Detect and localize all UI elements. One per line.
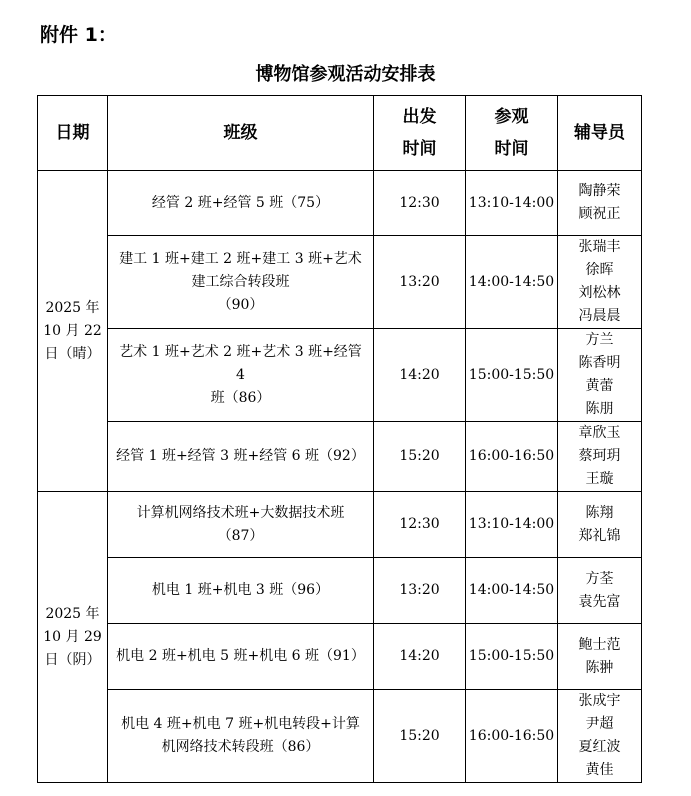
visit-time-cell: 14:00-14:50 [466, 236, 558, 329]
header-depart-time: 出发 时间 [374, 96, 466, 171]
depart-time-cell: 14:20 [374, 329, 466, 422]
visit-time-cell: 15:00-15:50 [466, 329, 558, 422]
table-row [38, 492, 642, 558]
schedule-table [37, 95, 642, 783]
class-cell: 建工 1 班+建工 2 班+建工 3 班+艺术 建工综合转段班 （90） [108, 236, 374, 329]
table-row [38, 624, 642, 690]
depart-time-cell: 12:30 [374, 492, 466, 558]
table-title: 博物馆参观活动安排表 [255, 64, 436, 85]
counselor-cell: 张成宇 尹超 夏红波 黄佳 [558, 690, 642, 783]
visit-time-cell: 15:00-15:50 [466, 624, 558, 690]
class-cell: 机电 2 班+机电 5 班+机电 6 班（91） [108, 624, 374, 690]
counselor-cell: 方荃 袁先富 [558, 558, 642, 624]
visit-time-cell: 16:00-16:50 [466, 422, 558, 492]
table-row [38, 236, 642, 329]
counselor-cell: 张瑞丰 徐晖 刘松林 冯晨晨 [558, 236, 642, 329]
depart-time-cell: 14:20 [374, 624, 466, 690]
counselor-cell: 陶静荣 顾祝正 [558, 171, 642, 236]
depart-time-cell: 13:20 [374, 558, 466, 624]
class-cell: 机电 4 班+机电 7 班+机电转段+计算 机网络技术转段班（86） [108, 690, 374, 783]
depart-time-cell: 12:30 [374, 171, 466, 236]
attachment-label: 附件 1： [40, 24, 117, 46]
header-date: 日期 [38, 96, 108, 171]
counselor-cell: 陈翔 郑礼锦 [558, 492, 642, 558]
depart-time-cell: 13:20 [374, 236, 466, 329]
header-row [38, 96, 642, 171]
class-cell: 经管 2 班+经管 5 班（75） [108, 171, 374, 236]
class-cell: 计算机网络技术班+大数据技术班 （87） [108, 492, 374, 558]
table-row [38, 422, 642, 492]
visit-time-cell: 13:10-14:00 [466, 492, 558, 558]
header-visit-time: 参观 时间 [466, 96, 558, 171]
counselor-cell: 鲍士范 陈翀 [558, 624, 642, 690]
table-row [38, 329, 642, 422]
visit-time-cell: 14:00-14:50 [466, 558, 558, 624]
table-body [38, 171, 642, 783]
class-cell: 经管 1 班+经管 3 班+经管 6 班（92） [108, 422, 374, 492]
depart-time-cell: 15:20 [374, 422, 466, 492]
class-cell: 艺术 1 班+艺术 2 班+艺术 3 班+经管 4 班（86） [108, 329, 374, 422]
table-row [38, 171, 642, 236]
counselor-cell: 章欣玉 蔡珂玥 王璇 [558, 422, 642, 492]
visit-time-cell: 13:10-14:00 [466, 171, 558, 236]
date-cell: 2025 年 10 月 22 日（晴） [38, 171, 108, 492]
table-row [38, 690, 642, 783]
table-row [38, 558, 642, 624]
counselor-cell: 方兰 陈香明 黄蕾 陈朋 [558, 329, 642, 422]
header-class: 班级 [108, 96, 374, 171]
header-counselor: 辅导员 [558, 96, 642, 171]
date-cell: 2025 年 10 月 29 日（阴） [38, 492, 108, 783]
class-cell: 机电 1 班+机电 3 班（96） [108, 558, 374, 624]
visit-time-cell: 16:00-16:50 [466, 690, 558, 783]
depart-time-cell: 15:20 [374, 690, 466, 783]
